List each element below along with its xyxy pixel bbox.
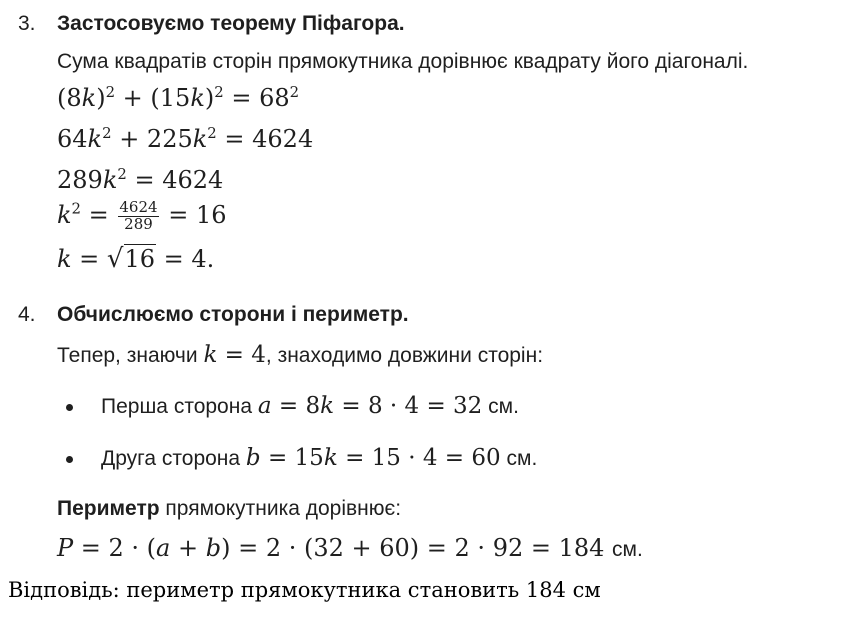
step-4-number: 4. (18, 303, 36, 326)
side-1-prefix: Перша сторона (101, 395, 253, 418)
equation-k-squared: $k^2$ = $\frac{4624}{289}$ = 16 (57, 198, 227, 233)
equation-pythagoras: $(8k)^2 + (15k)^2 = 68^2$ (57, 82, 300, 112)
perimeter-text: прямокутника дорівнює: (165, 497, 402, 520)
step-4-title: Обчислюємо сторони і периметр. (57, 303, 409, 326)
side-2-line: Друга сторона b = 15k = 15 · 4 = 60 см. (101, 445, 538, 471)
intro-prefix: Тепер, знаючи (57, 344, 198, 367)
step-4-intro: Тепер, знаючи k = 4, знаходимо довжини сторін: (57, 342, 544, 368)
equation-expanded: $64k^2 + 225k^2 = 4624$ (57, 123, 314, 153)
bullet-1 (66, 404, 73, 411)
side-1-line: Перша сторона a = 8k = 8 · 4 = 32 см. (101, 393, 519, 419)
side-2-unit: см. (506, 447, 538, 470)
equation-k-value: k = √16 = 4. (57, 244, 215, 274)
bullet-2 (66, 456, 73, 463)
side-2-prefix: Друга сторона (101, 447, 241, 470)
step-3-title: Застосовуємо теорему Піфагора. (57, 12, 405, 35)
perimeter-unit: см. (612, 538, 643, 561)
intro-suffix: , знаходимо довжини сторін: (265, 344, 544, 367)
equation-combined: $289k^2 = 4624$ (57, 164, 224, 194)
step-3-number: 3. (18, 12, 36, 35)
perimeter-bold: Периметр (57, 497, 160, 520)
step-3-text: Сума квадратів сторін прямокутника дорівнює квадрату його діагоналі. (57, 50, 749, 73)
answer-line: Відповідь: периметр прямокутника становить 184 см (8, 578, 601, 602)
equation-perimeter: P = 2 · (a + b) = 2 · (32 + 60) = 2 · 92 = 184 см. (57, 534, 643, 562)
side-1-unit: см. (488, 395, 519, 418)
perimeter-intro (57, 497, 401, 521)
